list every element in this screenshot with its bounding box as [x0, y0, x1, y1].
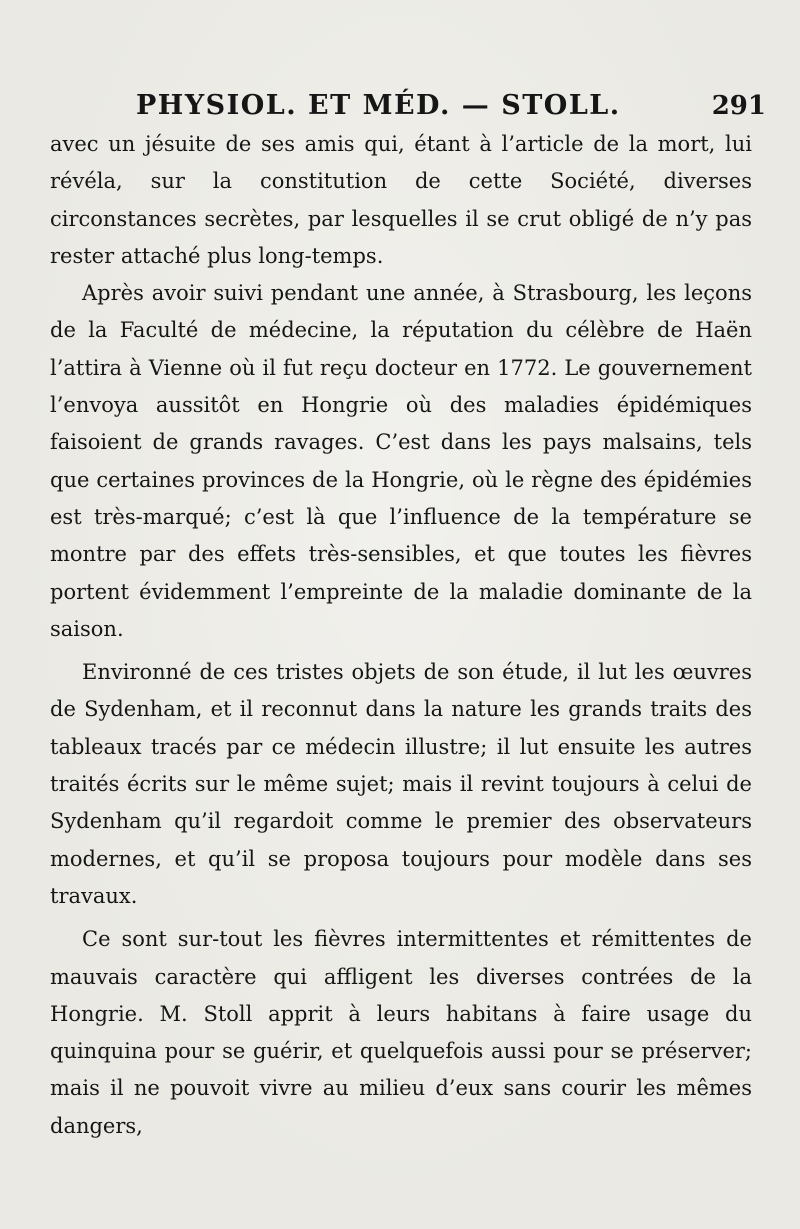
paragraph-continued: avec un jésuite de ses amis qui, étant à l’article de la mort, lui révéla, sur la constitution de cette Société, diverses circonstances secrètes, par lesquelles il se crut obligé de n’y pas rester attaché plus long-temps.: [50, 132, 752, 268]
paragraph-fevers: Ce sont sur-tout les fièvres intermittentes et rémittentes de mauvais caractère qui affligent les diverses contrées de la Hongrie. M. Stoll apprit à leurs habitans à faire usage du quinquina pour se guérir, et quelquefois aussi pour se préserver; mais il ne pouvoit vivre au milieu d’eux sans courir les mêmes dangers,: [50, 927, 752, 1138]
page-header: [136, 86, 766, 126]
body-text: [50, 126, 752, 1145]
paragraph-strasbourg: Après avoir suivi pendant une année, à Strasbourg, les leçons de la Faculté de médecine, la réputation du célèbre de Haën l’attira à Vienne où il fut reçu docteur en 1772. Le gouvernement l’envoya aussitôt en Hongrie où des maladies épidémiques faisoient de grands ravages. C’est dans les pays malsains, tels que certaines provinces de la Hongrie, où le règne des épidémies est très-marqué; c’est là que l’influence de la température se montre par des effets très-sensibles, et que toutes les fièvres portent évidemment l’empreinte de la maladie dominante de la saison.: [50, 281, 752, 641]
running-title: PHYSIOL. ET MÉD. — STOLL.: [136, 90, 621, 121]
paragraph-sydenham: Environné de ces tristes objets de son étude, il lut les œuvres de Sydenham, et il reconnut dans la nature les grands traits des tableaux tracés par ce médecin illustre; il lut ensuite les autres traités écrits sur le même sujet; mais il revint toujours à celui de Sydenham qu’il regardoit comme le premier des observateurs modernes, et qu’il se proposa toujours pour modèle dans ses travaux.: [50, 660, 752, 908]
page-number: 291: [711, 91, 766, 121]
